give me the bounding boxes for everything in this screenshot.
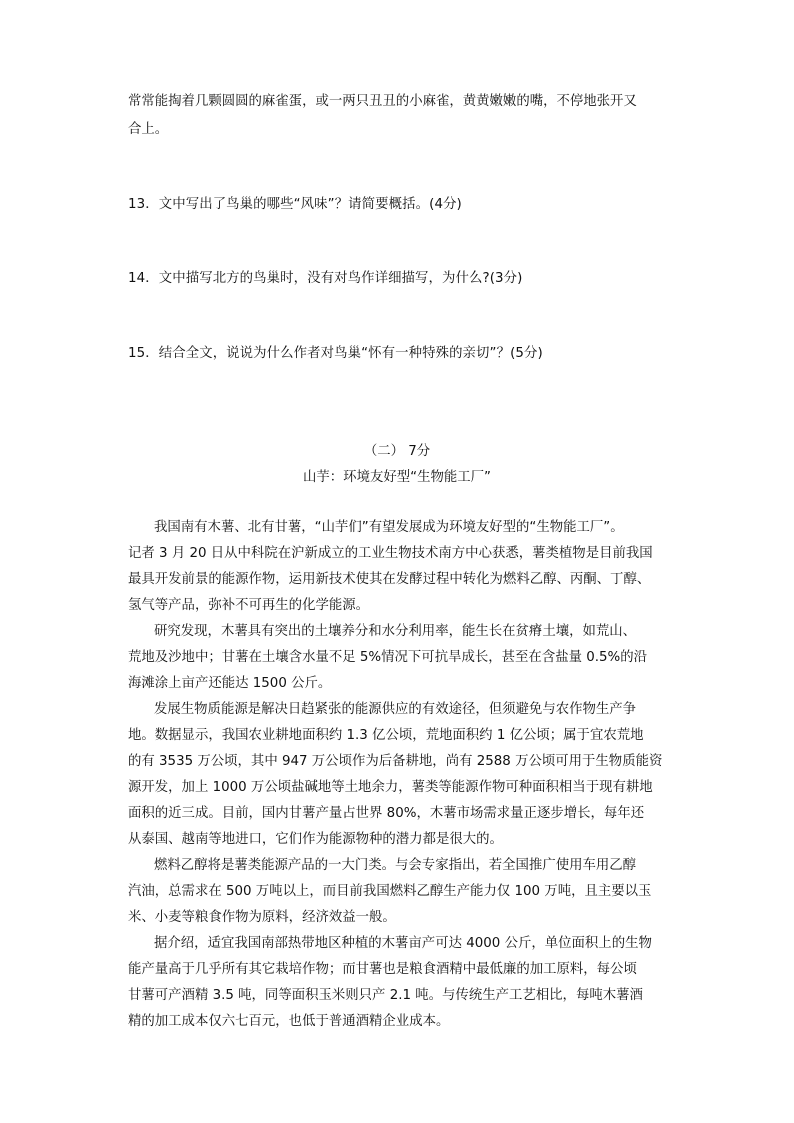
article-line: 氢气等产品，弥补不可再生的化学能源。 bbox=[128, 598, 370, 613]
article-line: 的有 3535 万公顷，其中 947 万公顷作为后备耕地，尚有 2588 万公顷可用于生物质能资 bbox=[128, 754, 663, 769]
article-line: 地。数据显示，我国农业耕地面积约 1.3 亿公顷，荒地面积约 1 亿公顷；属于宜农荒地 bbox=[128, 728, 644, 743]
article-line: 荒地及沙地中；甘薯在土壤含水量不足 5%情况下可抗旱成长，甚至在含盐量 0.5%的沿 bbox=[128, 650, 648, 665]
article-line: 最具开发前景的能源作物，运用新技术使其在发酵过程中转化为燃料乙醇、丙酮、丁醇、 bbox=[128, 572, 651, 587]
article-line: 米、小麦等粮食作物为原料，经济效益一般。 bbox=[128, 910, 396, 925]
article-line: 从泰国、越南等地进口，它们作为能源物种的潜力都是很大的。 bbox=[128, 832, 503, 847]
article-line: 海滩涂上亩产还能达 1500 公斤。 bbox=[128, 676, 332, 691]
article-line: 据介绍，适宜我国南部热带地区种植的木薯亩产可达 4000 公斤，单位面积上的生物 bbox=[154, 936, 652, 951]
article-line: 发展生物质能源是解决日趋紧张的能源供应的有效途径，但须避免与农作物生产争 bbox=[154, 702, 637, 717]
question-14: 14．文中描写北方的鸟巢时，没有对鸟作详细描写，为什么?(3分) bbox=[128, 271, 523, 286]
question-15: 15．结合全文，说说为什么作者对鸟巢“怀有一种特殊的亲切”？(5分) bbox=[128, 346, 543, 361]
article-line: 精的加工成本仅六七百元，也低于普通酒精企业成本。 bbox=[128, 1014, 450, 1029]
article-line: 研究发现，木薯具有突出的土壤养分和水分利用率，能生长在贫瘠土壤，如荒山、 bbox=[154, 624, 637, 639]
intro-line: 常常能掏着几颗圆圆的麻雀蛋，或一两只丑丑的小麻雀，黄黄嫩嫩的嘴，不停地张开又 bbox=[128, 94, 637, 109]
article-line: 汽油，总需求在 500 万吨以上，而目前我国燃料乙醇生产能力仅 100 万吨，且主要以玉 bbox=[128, 884, 652, 899]
question-13: 13．文中写出了鸟巢的哪些“风味”？请简要概括。(4分) bbox=[128, 197, 462, 212]
article-title: 山芋：环境友好型“生物能工厂” bbox=[303, 470, 491, 485]
article-line: 记者 3 月 20 日从中科院在沪新成立的工业生物技术南方中心获悉，薯类植物是目前我国 bbox=[128, 546, 653, 561]
article-line: 源开发，加上 1000 万公顷盐碱地等土地余力，薯类等能源作物可种面积相当于现有耕地 bbox=[128, 780, 653, 795]
article-line: 我国南有木薯、北有甘薯，“山芋们”有望发展成为环境友好型的“生物能工厂”。 bbox=[154, 520, 624, 535]
article-line: 能产量高于几乎所有其它栽培作物；而甘薯也是粮食酒精中最低廉的加工原料，每公顷 bbox=[128, 962, 637, 977]
article-line: 燃料乙醇将是薯类能源产品的一大门类。与会专家指出，若全国推广使用车用乙醇 bbox=[154, 858, 637, 873]
article-line: 面积的近三成。目前，国内甘薯产量占世界 80%，木薯市场需求量正逐步增长，每年还 bbox=[128, 806, 645, 821]
intro-line: 合上。 bbox=[128, 122, 169, 137]
article-line: 甘薯可产酒精 3.5 吨，同等面积玉米则只产 2.1 吨。与传统生产工艺相比，每吨木薯酒 bbox=[128, 988, 643, 1003]
section-heading: （二） 7分 bbox=[363, 444, 431, 459]
